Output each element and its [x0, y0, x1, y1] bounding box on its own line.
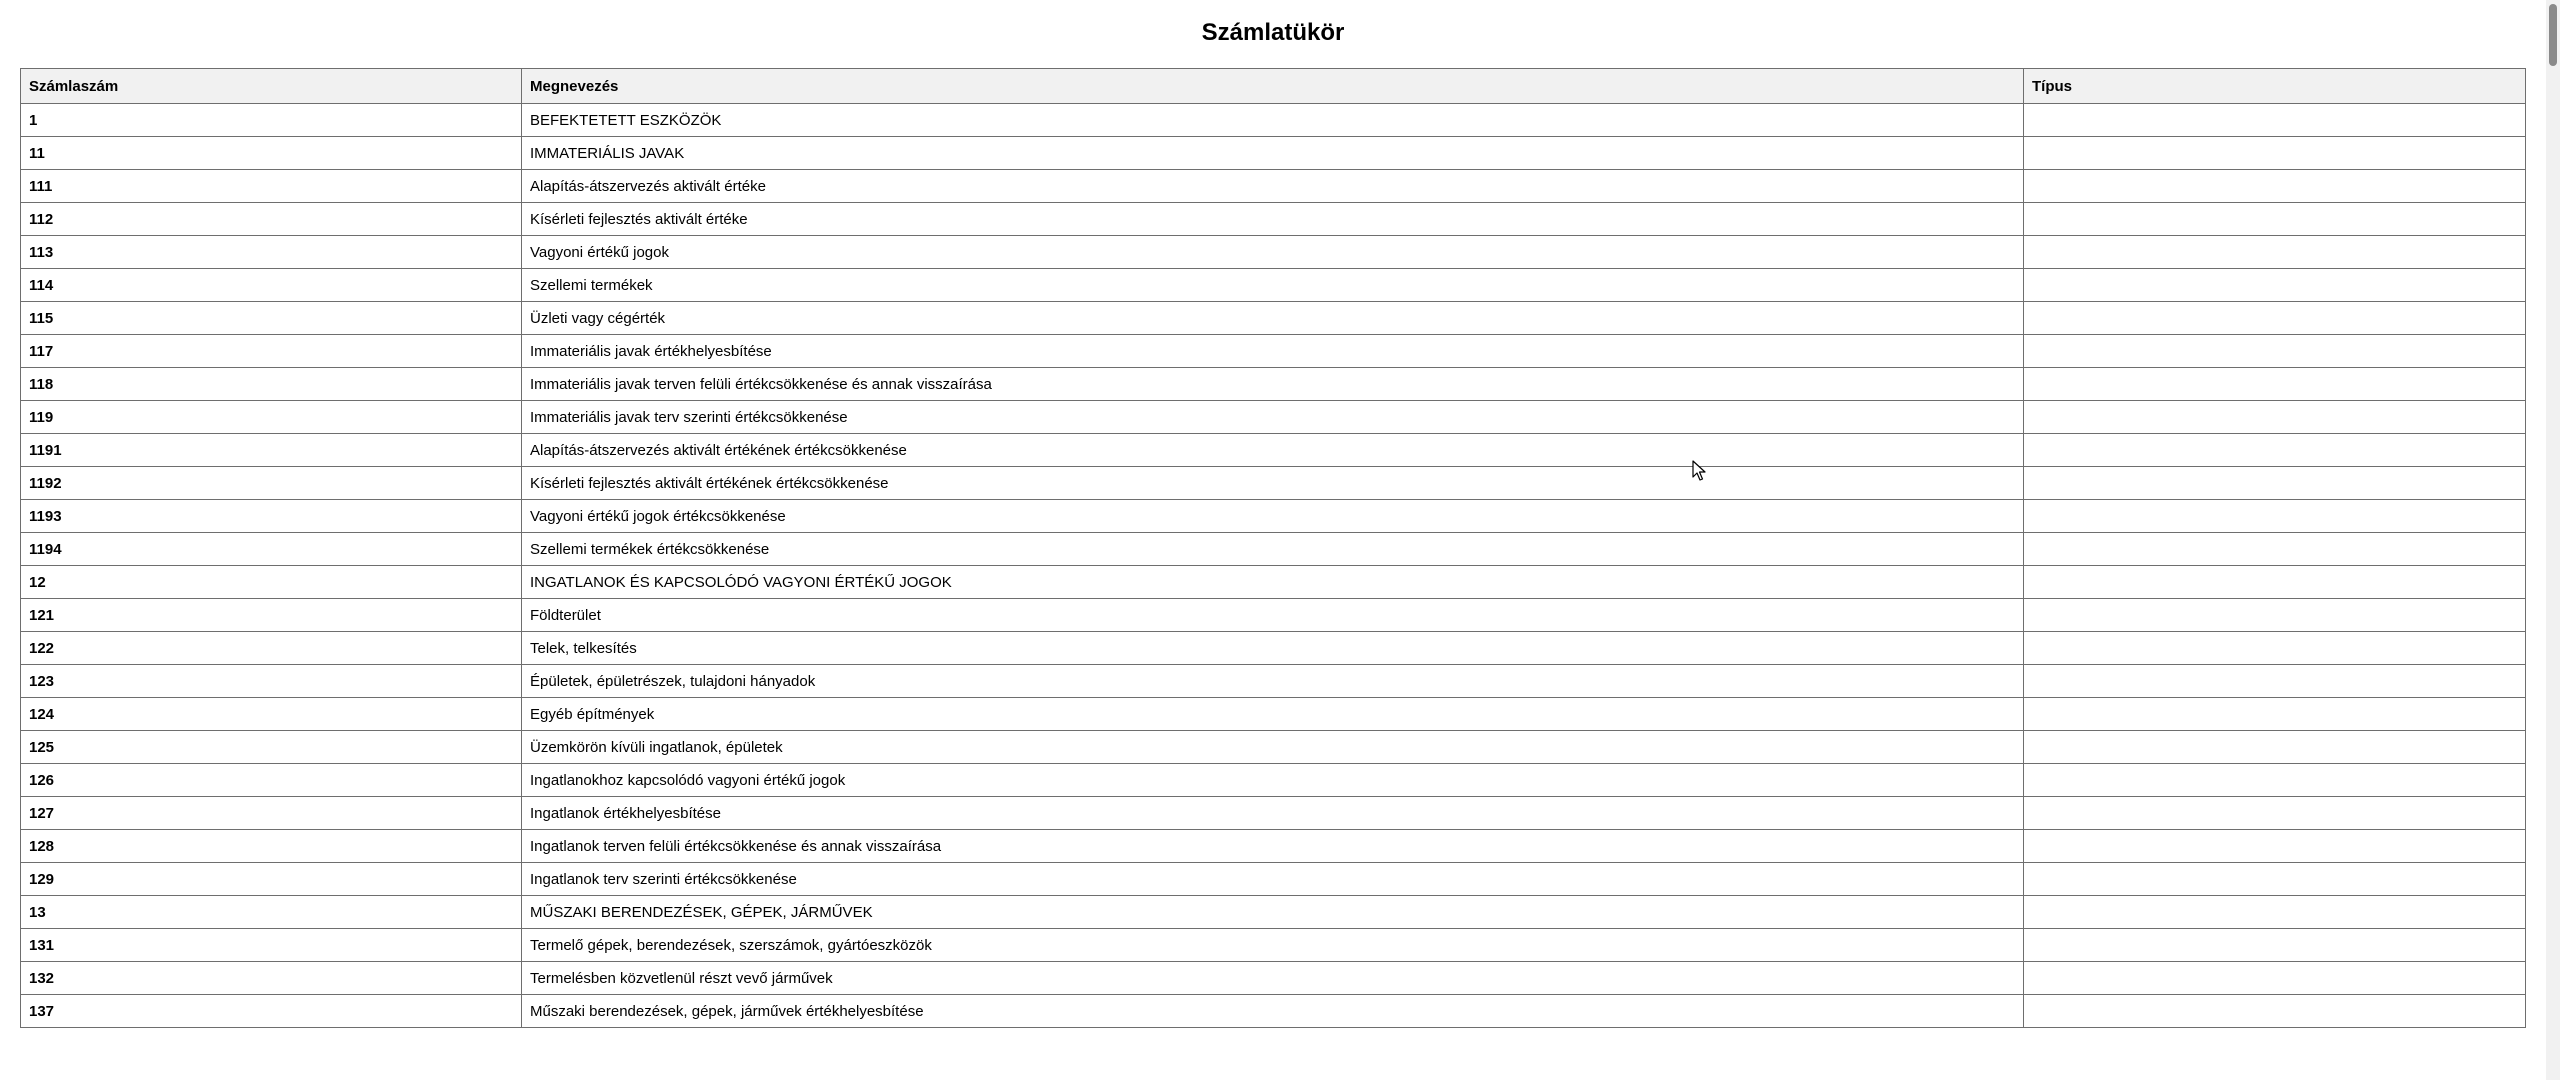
table-row — [21, 896, 2526, 929]
account-name-cell: Vagyoni értékű jogok értékcsökkenése — [522, 500, 2024, 533]
column-header-account-number: Számlaszám — [21, 69, 522, 104]
account-type-cell — [2024, 830, 2526, 863]
table-row — [21, 269, 2526, 302]
account-type-cell — [2024, 269, 2526, 302]
account-name-cell: IMMATERIÁLIS JAVAK — [522, 137, 2024, 170]
account-type-cell — [2024, 599, 2526, 632]
account-name-cell: Kísérleti fejlesztés aktivált értékének értékcsökkenése — [522, 467, 2024, 500]
account-number-cell: 128 — [21, 830, 522, 863]
account-number-cell: 115 — [21, 302, 522, 335]
table-row — [21, 830, 2526, 863]
table-row — [21, 368, 2526, 401]
account-name-cell: Ingatlanokhoz kapcsolódó vagyoni értékű jogok — [522, 764, 2024, 797]
account-number-cell: 1191 — [21, 434, 522, 467]
account-number-cell: 123 — [21, 665, 522, 698]
account-name-cell: Kísérleti fejlesztés aktivált értéke — [522, 203, 2024, 236]
table-row — [21, 104, 2526, 137]
account-type-cell — [2024, 632, 2526, 665]
column-header-name: Megnevezés — [522, 69, 2024, 104]
table-row — [21, 434, 2526, 467]
account-type-cell — [2024, 896, 2526, 929]
account-number-cell: 127 — [21, 797, 522, 830]
account-number-cell: 137 — [21, 995, 522, 1028]
mouse-pointer-icon — [1692, 460, 1708, 482]
table-row — [21, 731, 2526, 764]
account-number-cell: 12 — [21, 566, 522, 599]
account-number-cell: 124 — [21, 698, 522, 731]
account-name-cell: Üzemkörön kívüli ingatlanok, épületek — [522, 731, 2024, 764]
table-row — [21, 632, 2526, 665]
account-type-cell — [2024, 236, 2526, 269]
account-number-cell: 121 — [21, 599, 522, 632]
account-name-cell: Immateriális javak terven felüli értékcsökkenése és annak visszaírása — [522, 368, 2024, 401]
accounts-table-wrapper — [20, 68, 2525, 1028]
table-row — [21, 929, 2526, 962]
account-name-cell: Immateriális javak értékhelyesbítése — [522, 335, 2024, 368]
account-type-cell — [2024, 401, 2526, 434]
table-row — [21, 566, 2526, 599]
table-row — [21, 764, 2526, 797]
account-number-cell: 114 — [21, 269, 522, 302]
account-number-cell: 122 — [21, 632, 522, 665]
account-name-cell: Épületek, épületrészek, tulajdoni hányadok — [522, 665, 2024, 698]
account-number-cell: 113 — [21, 236, 522, 269]
column-header-type: Típus — [2024, 69, 2526, 104]
account-type-cell — [2024, 335, 2526, 368]
account-type-cell — [2024, 698, 2526, 731]
table-body — [21, 104, 2526, 1028]
table-row — [21, 698, 2526, 731]
account-number-cell: 119 — [21, 401, 522, 434]
table-row — [21, 533, 2526, 566]
account-name-cell: Ingatlanok terven felüli értékcsökkenése és annak visszaírása — [522, 830, 2024, 863]
account-number-cell: 117 — [21, 335, 522, 368]
account-type-cell — [2024, 104, 2526, 137]
table-row — [21, 797, 2526, 830]
account-type-cell — [2024, 467, 2526, 500]
account-name-cell: Egyéb építmények — [522, 698, 2024, 731]
account-number-cell: 132 — [21, 962, 522, 995]
table-row — [21, 203, 2526, 236]
account-type-cell — [2024, 368, 2526, 401]
account-number-cell: 1192 — [21, 467, 522, 500]
account-type-cell — [2024, 764, 2526, 797]
account-number-cell: 112 — [21, 203, 522, 236]
table-row — [21, 863, 2526, 896]
account-type-cell — [2024, 962, 2526, 995]
table-row — [21, 995, 2526, 1028]
account-type-cell — [2024, 995, 2526, 1028]
account-number-cell: 13 — [21, 896, 522, 929]
account-type-cell — [2024, 566, 2526, 599]
account-name-cell: INGATLANOK ÉS KAPCSOLÓDÓ VAGYONI ÉRTÉKŰ JOGOK — [522, 566, 2024, 599]
account-name-cell: Szellemi termékek — [522, 269, 2024, 302]
account-number-cell: 118 — [21, 368, 522, 401]
table-row — [21, 599, 2526, 632]
account-name-cell: Földterület — [522, 599, 2024, 632]
table-row — [21, 467, 2526, 500]
table-header-row — [21, 69, 2526, 104]
table-row — [21, 170, 2526, 203]
account-name-cell: Ingatlanok értékhelyesbítése — [522, 797, 2024, 830]
table-row — [21, 665, 2526, 698]
account-type-cell — [2024, 500, 2526, 533]
account-name-cell: MŰSZAKI BERENDEZÉSEK, GÉPEK, JÁRMŰVEK — [522, 896, 2024, 929]
table-row — [21, 335, 2526, 368]
account-number-cell: 125 — [21, 731, 522, 764]
account-type-cell — [2024, 170, 2526, 203]
account-type-cell — [2024, 137, 2526, 170]
account-name-cell: Ingatlanok terv szerinti értékcsökkenése — [522, 863, 2024, 896]
account-name-cell: Alapítás-átszervezés aktivált értéke — [522, 170, 2024, 203]
scrollbar-thumb[interactable] — [2549, 4, 2557, 66]
account-number-cell: 1194 — [21, 533, 522, 566]
account-type-cell — [2024, 434, 2526, 467]
table-row — [21, 962, 2526, 995]
account-number-cell: 126 — [21, 764, 522, 797]
account-type-cell — [2024, 863, 2526, 896]
table-row — [21, 302, 2526, 335]
account-type-cell — [2024, 302, 2526, 335]
account-number-cell: 131 — [21, 929, 522, 962]
account-type-cell — [2024, 665, 2526, 698]
account-name-cell: BEFEKTETETT ESZKÖZÖK — [522, 104, 2024, 137]
account-number-cell: 11 — [21, 137, 522, 170]
account-name-cell: Műszaki berendezések, gépek, járművek értékhelyesbítése — [522, 995, 2024, 1028]
table-row — [21, 137, 2526, 170]
account-number-cell: 129 — [21, 863, 522, 896]
page-title: Számlatükör — [1201, 19, 1345, 46]
account-type-cell — [2024, 731, 2526, 764]
account-type-cell — [2024, 797, 2526, 830]
account-name-cell: Vagyoni értékű jogok — [522, 236, 2024, 269]
account-name-cell: Immateriális javak terv szerinti értékcsökkenése — [522, 401, 2024, 434]
account-type-cell — [2024, 533, 2526, 566]
account-number-cell: 1 — [21, 104, 522, 137]
account-name-cell: Üzleti vagy cégérték — [522, 302, 2024, 335]
table-row — [21, 236, 2526, 269]
account-name-cell: Termelő gépek, berendezések, szerszámok, gyártóeszközök — [522, 929, 2024, 962]
account-type-cell — [2024, 929, 2526, 962]
account-type-cell — [2024, 203, 2526, 236]
accounts-table — [20, 68, 2526, 1028]
vertical-scrollbar[interactable] — [2546, 0, 2560, 1080]
account-name-cell: Telek, telkesítés — [522, 632, 2024, 665]
account-number-cell: 1193 — [21, 500, 522, 533]
table-row — [21, 401, 2526, 434]
account-name-cell: Alapítás-átszervezés aktivált értékének értékcsökkenése — [522, 434, 2024, 467]
account-name-cell: Termelésben közvetlenül részt vevő járművek — [522, 962, 2024, 995]
account-number-cell: 111 — [21, 170, 522, 203]
account-name-cell: Szellemi termékek értékcsökkenése — [522, 533, 2024, 566]
table-row — [21, 500, 2526, 533]
